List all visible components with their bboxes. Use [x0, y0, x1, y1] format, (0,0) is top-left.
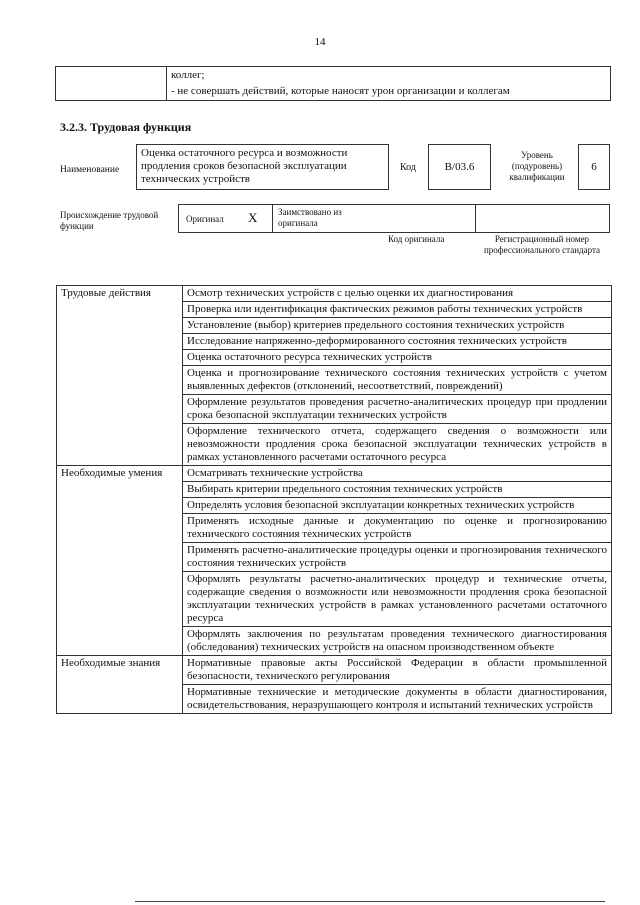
- labor-actions-label: Трудовые действия: [57, 286, 183, 466]
- continuation-line-1: коллег;: [171, 69, 205, 81]
- list-item: Проверка или идентификация фактических режимов работы технических устройств: [183, 302, 612, 318]
- page-number: 14: [314, 36, 326, 48]
- list-item: Исследование напряженно-деформированного состояния технических устройств: [183, 334, 612, 350]
- section-title: 3.2.3. Трудовая функция: [60, 120, 192, 134]
- code-label: Код: [400, 162, 416, 173]
- page-bottom-rule: [135, 901, 605, 902]
- code-cell: [428, 144, 491, 190]
- list-item: Оформлять заключения по результатам проведения технического диагностирования (обследования) технических устройств на опасном производственном объекте: [183, 627, 612, 656]
- table-row: [57, 286, 612, 302]
- table-row: [57, 466, 612, 482]
- reg-number-label: Регистрационный номер профессионального стандарта: [483, 234, 601, 255]
- origin-table: [178, 204, 610, 233]
- borrowed-label: Заимствовано из оригинала: [278, 207, 342, 228]
- level-label: Уровень (подуровень) квалификации: [509, 150, 565, 182]
- list-item: Нормативные технические и методические документы в области диагностирования, освидетельствования, неразрушающего контроля и испытаний технических устройств: [183, 685, 612, 714]
- continuation-line-2: - не совершать действий, которые наносят урон организации и коллегам: [171, 85, 510, 97]
- list-item: Оформлять результаты расчетно-аналитических процедур и технические отчеты, содержащие сведения о возможности или невозможности продления срока безопасной эксплуатации технических устройств в рамках установленного расчетами остаточного ресурса: [183, 572, 612, 627]
- list-item: Нормативные правовые акты Российской Федерации в области промышленной безопасности, технического регулирования: [183, 656, 612, 685]
- list-item: Осмотр технических устройств с целью оценки их диагностирования: [183, 286, 612, 302]
- code-value: B/03.6: [444, 160, 475, 173]
- list-item: Выбирать критерии предельного состояния технических устройств: [183, 482, 612, 498]
- list-item: Оформление результатов проведения расчетно-аналитических процедур при продлении срока безопасной эксплуатации технических устройств: [183, 395, 612, 424]
- list-item: Оценка и прогнозирование технического состояния технических устройств с учетом выявленных дефектов (отклонений, несоответствий, повреждений): [183, 366, 612, 395]
- required-knowledge-label: Необходимые знания: [57, 656, 183, 714]
- list-item: Применять расчетно-аналитические процедуры оценки и прогнозирования технического состояния технических устройств: [183, 543, 612, 572]
- origin-label: Происхождение трудовой функции: [60, 210, 159, 231]
- name-label: Наименование: [60, 165, 120, 175]
- required-skills-label: Необходимые умения: [57, 466, 183, 656]
- list-item: Определять условия безопасной эксплуатации конкретных технических устройств: [183, 498, 612, 514]
- function-name: Оценка остаточного ресурса и возможности продления сроков безопасной эксплуатации технических устройств: [141, 147, 348, 185]
- list-item: Оценка остаточного ресурса технических устройств: [183, 350, 612, 366]
- original-label: Оригинал: [186, 214, 224, 224]
- list-item: Оформление технического отчета, содержащего сведения о возможности или невозможности продления срока безопасной эксплуатации технических устройств в рамках установленного расчетами остаточного ресурса: [183, 424, 612, 466]
- original-mark: X: [248, 210, 258, 225]
- list-item: Осматривать технические устройства: [183, 466, 612, 482]
- table-row: [57, 656, 612, 685]
- level-cell: [578, 144, 610, 190]
- function-details-table: [56, 285, 612, 714]
- list-item: Применять исходные данные и документацию по оценке и прогнозированию технического состояния технических устройств: [183, 514, 612, 543]
- function-name-cell: [136, 144, 389, 190]
- code-original-label: Код оригинала: [388, 234, 445, 244]
- level-value: 6: [591, 160, 597, 173]
- list-item: Установление (выбор) критериев предельного состояния технических устройств: [183, 318, 612, 334]
